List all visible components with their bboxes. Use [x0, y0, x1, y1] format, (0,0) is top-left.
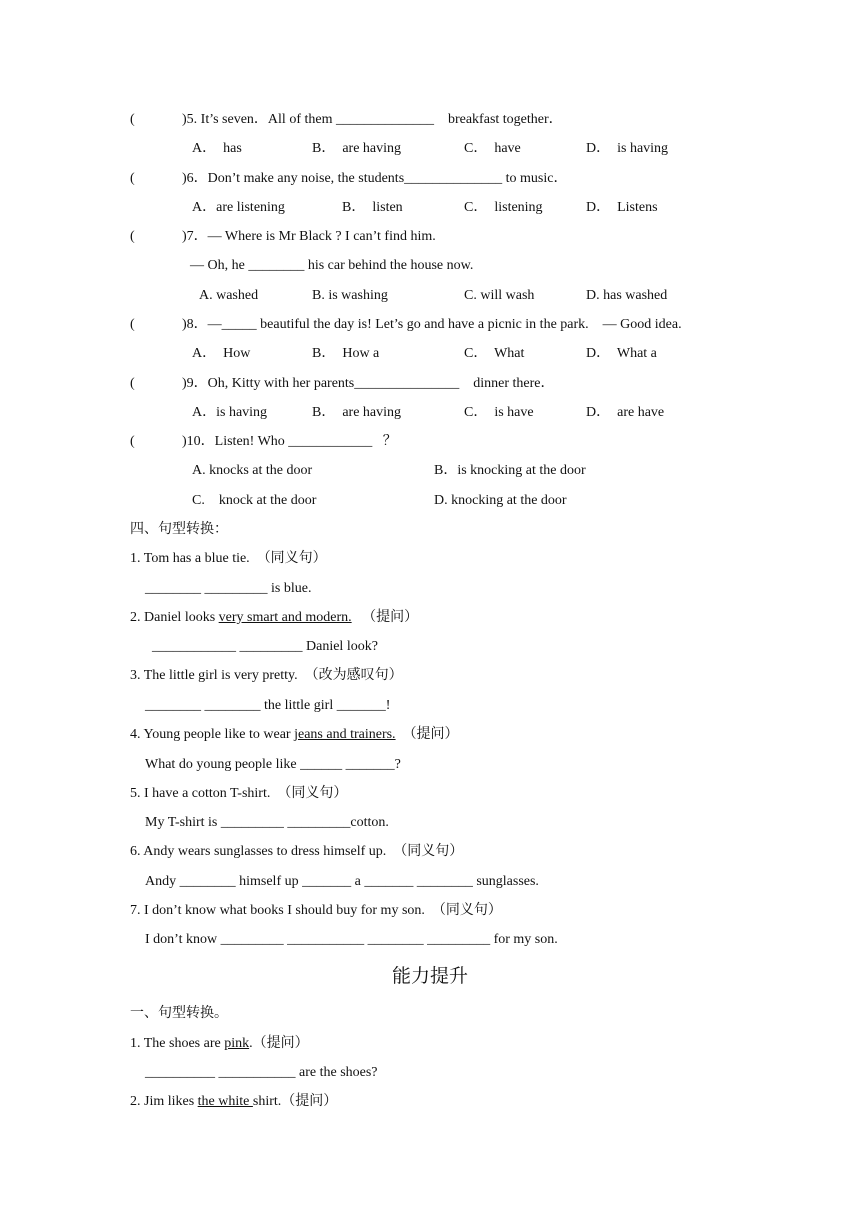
question-text: 2. Jim likes: [130, 1094, 198, 1109]
option-a: A．are listening: [192, 200, 285, 215]
exercise-2-answer: ____________ _________ Daniel look?: [152, 639, 378, 654]
exercise-4-question: [130, 726, 459, 744]
paren-open: (: [130, 434, 135, 449]
question-text: 2. Daniel looks: [130, 610, 219, 625]
exercise-5-answer: My T-shirt is _________ _________cotton.: [145, 815, 389, 830]
option-c: C． listening: [464, 200, 543, 215]
underlined-part: pink: [224, 1036, 250, 1051]
exercise-5-question: [130, 785, 347, 803]
question-text: 7. I don’t know what books I should buy for my son.: [130, 903, 432, 918]
exercise-1-question: [130, 550, 327, 568]
section-title: 四、句型转换：: [130, 522, 228, 537]
section-heading: 能力提升: [391, 965, 468, 987]
exercise-7-question: [130, 902, 502, 920]
question-text: )5. It’s seven．All of them ______________ breakfast together．: [182, 112, 563, 127]
underlined-part: very smart and modern.: [218, 610, 352, 625]
option-a: A. washed: [199, 288, 259, 303]
paren-open: (: [130, 229, 135, 244]
option-c: C. will wash: [464, 288, 535, 303]
exercise-4-answer: What do young people like ______ _______?: [145, 757, 401, 772]
instruction-tag: （同义句）: [393, 844, 464, 859]
question-text: )9．Oh, Kitty with her parents_______________ dinner there．: [182, 376, 555, 391]
option-d: D． Listens: [586, 200, 658, 215]
question-tail: .: [249, 1036, 253, 1051]
exercise-6-question: [130, 843, 463, 861]
exercise-1-answer: ________ _________ is blue.: [145, 581, 312, 596]
ability-exercise-1-question: [130, 1035, 309, 1053]
question-tail: shirt.: [252, 1094, 282, 1109]
option-d: D． are have: [586, 405, 665, 420]
paren-open: (: [130, 112, 135, 127]
option-d: D. knocking at the door: [434, 493, 567, 508]
option-d: D. has washed: [586, 288, 668, 303]
option-b: B．is knocking at the door: [434, 463, 586, 478]
option-a: A．is having: [192, 405, 268, 420]
exercise-2-question: [130, 609, 418, 627]
question-text: )10．Listen! Who ____________ ？: [182, 434, 397, 449]
option-d: D． What a: [586, 346, 657, 361]
underlined-part: the white: [197, 1094, 253, 1109]
paren-open: (: [130, 376, 135, 391]
option-a: A． has: [192, 141, 242, 156]
option-a: A． How: [192, 346, 251, 361]
question-text: 6. Andy wears sunglasses to dress himself up.: [130, 844, 394, 859]
option-a: A. knocks at the door: [192, 463, 313, 478]
underlined-part: jeans and trainers.: [294, 727, 396, 742]
instruction-tag: （改为感叹句）: [304, 668, 403, 683]
instruction-tag: （同义句）: [431, 903, 502, 918]
question-text: 1. The shoes are: [130, 1036, 225, 1051]
option-b: B． are having: [312, 405, 402, 420]
question-text: 5. I have a cotton T-shirt.: [130, 786, 278, 801]
question-tail: [396, 727, 403, 742]
paren-open: (: [130, 171, 135, 186]
option-c: C. knock at the door: [192, 493, 317, 508]
option-b: B． How a: [312, 346, 380, 361]
ability-exercise-1-answer: __________ ___________ are the shoes?: [145, 1065, 378, 1080]
option-d: D． is having: [586, 141, 669, 156]
question-text: )7．— Where is Mr Black ? I can’t find him.: [182, 229, 436, 244]
exercise-3-question: [130, 667, 403, 685]
option-c: C． have: [464, 141, 521, 156]
question-text: 4. Young people like to wear: [130, 727, 295, 742]
instruction-tag: （同义句）: [256, 551, 327, 566]
question-tail: [352, 610, 363, 625]
paren-open: (: [130, 317, 135, 332]
option-b: B. is washing: [312, 288, 388, 303]
question-continuation: — Oh, he ________ his car behind the house now.: [190, 258, 474, 273]
question-text: )6．Don’t make any noise, the students______________ to music．: [182, 171, 568, 186]
instruction-tag: （提问）: [252, 1036, 309, 1051]
exercise-7-answer: I don’t know _________ ___________ ________ _________ for my son.: [145, 932, 558, 947]
question-text: 3. The little girl is very pretty.: [130, 668, 305, 683]
ability-section-title: 一、句型转换。: [130, 1006, 228, 1021]
instruction-tag: （提问）: [402, 727, 459, 742]
exercise-6-answer: Andy ________ himself up _______ a _______ ________ sunglasses.: [145, 874, 539, 889]
option-b: B． are having: [312, 141, 402, 156]
option-c: C． What: [464, 346, 525, 361]
ability-exercise-2-question: [130, 1093, 337, 1111]
instruction-tag: （同义句）: [277, 786, 348, 801]
option-c: C． is have: [464, 405, 534, 420]
instruction-tag: （提问）: [281, 1094, 338, 1109]
question-text: )8．—_____ beautiful the day is! Let’s go and have a picnic in the park. — Good idea.: [182, 317, 682, 332]
option-b: B． listen: [342, 200, 403, 215]
exercise-3-answer: ________ ________ the little girl _______!: [145, 698, 391, 713]
instruction-tag: （提问）: [362, 610, 419, 625]
question-text: 1. Tom has a blue tie.: [130, 551, 257, 566]
